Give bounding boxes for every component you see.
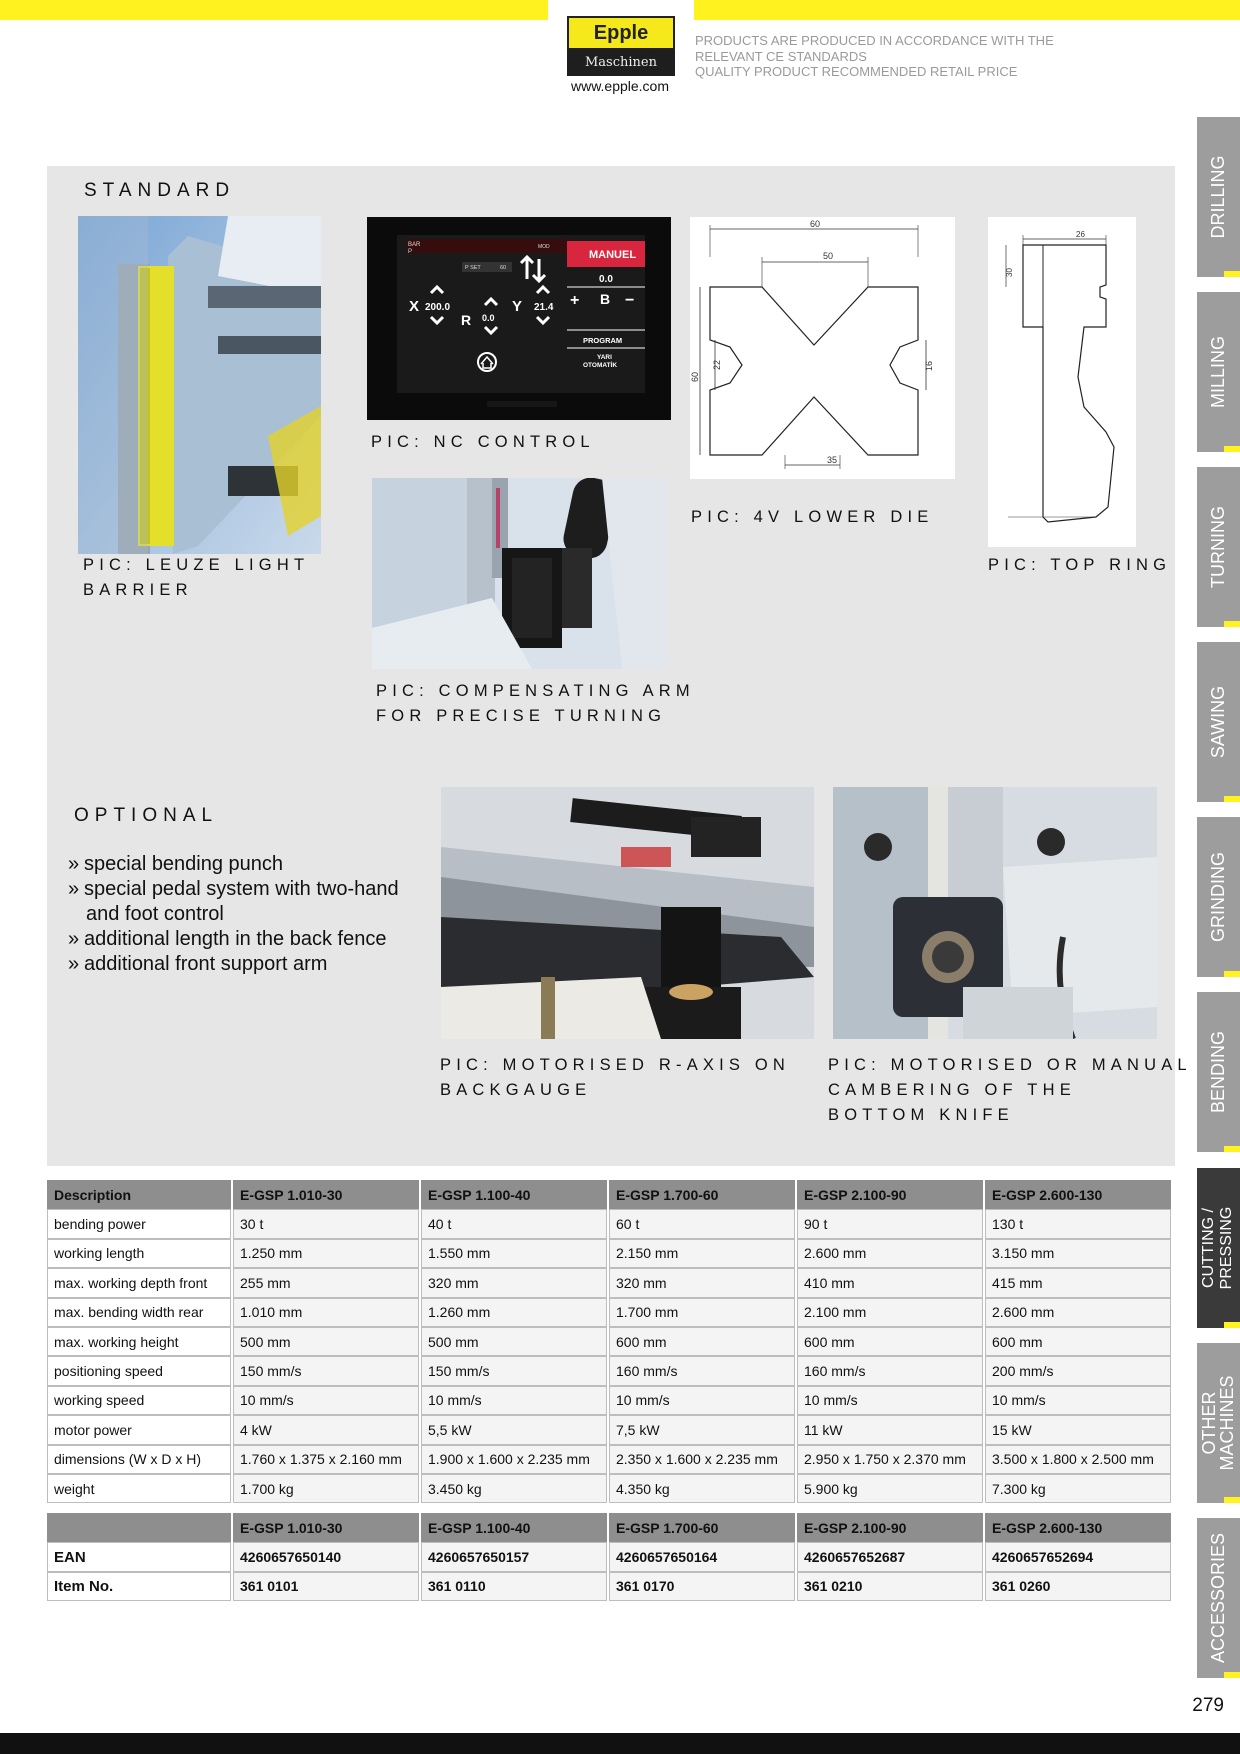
nc-r-value: 0.0 — [482, 313, 495, 323]
side-tab-label — [1209, 155, 1227, 238]
nc-mod-label: MOD — [538, 244, 550, 250]
side-tab-7[interactable] — [1197, 1343, 1240, 1503]
side-tab-stripe — [1224, 621, 1240, 627]
caption-cambering — [828, 1053, 1192, 1128]
top-yellow-bar-left — [0, 0, 548, 20]
table-cell: working speed — [47, 1386, 231, 1415]
side-tab-label-line: CUTTING / — [1200, 1208, 1217, 1288]
side-tab-stripe — [1224, 1497, 1240, 1503]
table-cell: 500 mm — [421, 1327, 607, 1356]
side-tab-stripe — [1224, 1322, 1240, 1328]
table-header-row — [47, 1513, 1171, 1542]
table-row — [47, 1542, 1171, 1571]
table-header-cell: E-GSP 1.100-40 — [421, 1513, 607, 1542]
table-cell: 1.260 mm — [421, 1298, 607, 1327]
caption-line: BOTTOM KNIFE — [828, 1106, 1014, 1124]
caption-line: PIC: MOTORISED R-AXIS ON — [440, 1056, 791, 1074]
table-cell: 60 t — [609, 1209, 795, 1238]
ean-table — [45, 1513, 1173, 1601]
table-cell: 2.950 x 1.750 x 2.370 mm — [797, 1445, 983, 1474]
table-header-cell: E-GSP 2.600-130 — [985, 1180, 1171, 1209]
table-cell: 2.600 mm — [797, 1239, 983, 1268]
cambering-photo — [833, 787, 1157, 1039]
epple-logo[interactable] — [565, 14, 675, 98]
caption-line: PIC: NC CONTROL — [371, 433, 595, 451]
table-cell: 2.150 mm — [609, 1239, 795, 1268]
table-cell: 1.700 kg — [233, 1474, 419, 1503]
table-cell: 150 mm/s — [421, 1356, 607, 1385]
table-cell: 2.350 x 1.600 x 2.235 mm — [609, 1445, 795, 1474]
side-tab-stripe — [1224, 971, 1240, 977]
table-header-cell: E-GSP 1.010-30 — [233, 1180, 419, 1209]
table-cell: 2.600 mm — [985, 1298, 1171, 1327]
nc-yari-label: YARI — [597, 354, 612, 361]
caption-line: FOR PRECISE TURNING — [376, 707, 667, 725]
table-cell: 10 mm/s — [233, 1386, 419, 1415]
nc-zero-value: 0.0 — [599, 274, 613, 285]
side-tab-3[interactable] — [1197, 642, 1240, 802]
table-header-cell: E-GSP 1.010-30 — [233, 1513, 419, 1542]
table-cell: 361 0260 — [985, 1572, 1171, 1601]
table-cell: max. bending width rear — [47, 1298, 231, 1327]
table-cell: 255 mm — [233, 1268, 419, 1297]
table-cell: 90 t — [797, 1209, 983, 1238]
side-tab-label-line: MILLING — [1208, 335, 1228, 409]
table-cell: 320 mm — [609, 1268, 795, 1297]
table-cell: EAN — [47, 1542, 231, 1571]
logo-brand: Epple — [567, 16, 675, 50]
nc-r-label: R — [461, 312, 472, 328]
table-cell: weight — [47, 1474, 231, 1503]
table-cell: 7.300 kg — [985, 1474, 1171, 1503]
nc-y-value: 21.4 — [534, 302, 554, 313]
table-cell: 1.010 mm — [233, 1298, 419, 1327]
side-tab-2[interactable] — [1197, 467, 1240, 627]
table-row — [47, 1298, 1171, 1327]
table-cell: 1.760 x 1.375 x 2.160 mm — [233, 1445, 419, 1474]
side-tab-5[interactable] — [1197, 992, 1240, 1152]
side-tab-label-line: OTHER — [1199, 1391, 1219, 1455]
side-tab-8[interactable] — [1197, 1518, 1240, 1678]
table-row — [47, 1356, 1171, 1385]
table-header-cell: E-GSP 1.700-60 — [609, 1180, 795, 1209]
nc-pset-label: P SET — [465, 265, 481, 271]
leuze-light-barrier-photo — [78, 216, 321, 554]
table-cell: 1.250 mm — [233, 1239, 419, 1268]
header-note — [695, 33, 1055, 80]
table-cell: positioning speed — [47, 1356, 231, 1385]
die-dim-bottom: 35 — [827, 455, 838, 465]
table-cell: dimensions (W x D x H) — [47, 1445, 231, 1474]
caption-line: PIC: TOP RING — [988, 556, 1172, 574]
nc-otomatik-label: OTOMATİK — [583, 362, 618, 369]
table-cell: 4260657650157 — [421, 1542, 607, 1571]
side-tab-label — [1209, 852, 1227, 942]
list-item: » special pedal system with two-hand and foot control — [68, 878, 399, 925]
table-cell: 4260657652687 — [797, 1542, 983, 1571]
table-cell: 160 mm/s — [609, 1356, 795, 1385]
nc-program-label: PROGRAM — [583, 336, 623, 345]
nc-x-value: 200.0 — [425, 302, 451, 313]
side-tab-stripe — [1224, 1146, 1240, 1152]
ring-dim-left: 30 — [1005, 268, 1014, 277]
table-row — [47, 1239, 1171, 1268]
optional-list — [68, 852, 428, 977]
side-tab-label-line: BENDING — [1208, 1030, 1228, 1114]
optional-title: OPTIONAL — [74, 805, 219, 826]
caption-line: BARRIER — [83, 581, 193, 599]
logo-sub: Maschinen — [567, 50, 675, 76]
table-header-cell: E-GSP 2.100-90 — [797, 1180, 983, 1209]
table-row — [47, 1474, 1171, 1503]
standard-title: STANDARD — [84, 180, 236, 201]
side-tab-stripe — [1224, 446, 1240, 452]
table-cell: 5.900 kg — [797, 1474, 983, 1503]
table-row — [47, 1386, 1171, 1415]
table-cell: 4260657652694 — [985, 1542, 1171, 1571]
table-header-cell: Description — [47, 1180, 231, 1209]
side-tab-label-line: DRILLING — [1208, 155, 1228, 239]
table-cell: 361 0170 — [609, 1572, 795, 1601]
table-cell: 3.450 kg — [421, 1474, 607, 1503]
caption-line: PIC: LEUZE LIGHT — [83, 556, 310, 574]
header-note-line: RELEVANT CE STANDARDS — [695, 48, 867, 64]
die-dim-left-inner: 22 — [712, 359, 722, 370]
side-tab-label — [1209, 506, 1227, 588]
side-tab-1[interactable] — [1197, 292, 1240, 452]
table-cell: 130 t — [985, 1209, 1171, 1238]
table-cell: 2.100 mm — [797, 1298, 983, 1327]
table-cell: 320 mm — [421, 1268, 607, 1297]
side-tab-0[interactable] — [1197, 117, 1240, 277]
table-cell: 10 mm/s — [985, 1386, 1171, 1415]
table-cell: motor power — [47, 1415, 231, 1444]
table-cell: 600 mm — [985, 1327, 1171, 1356]
top-yellow-bar-right — [694, 0, 1240, 20]
side-tab-label-line: TURNING — [1208, 506, 1228, 588]
caption-line: BACKGAUGE — [440, 1081, 592, 1099]
table-cell: 10 mm/s — [421, 1386, 607, 1415]
table-cell: 4 kW — [233, 1415, 419, 1444]
side-tab-label-line: PRESSING — [1218, 1206, 1235, 1290]
side-tab-stripe — [1224, 271, 1240, 277]
table-cell: 10 mm/s — [797, 1386, 983, 1415]
table-header-cell: E-GSP 1.100-40 — [421, 1180, 607, 1209]
nc-control-photo — [367, 217, 671, 420]
table-cell: 4260657650164 — [609, 1542, 795, 1571]
list-item: » additional length in the back fence — [68, 928, 387, 950]
caption-top-ring — [988, 553, 1171, 578]
nc-bar-label: BAR — [408, 242, 421, 248]
die-dim-top: 60 — [810, 219, 821, 229]
side-tab-stripe — [1224, 1672, 1240, 1678]
side-tab-label-line: SAWING — [1208, 685, 1228, 759]
table-header-cell: E-GSP 1.700-60 — [609, 1513, 795, 1542]
table-row — [47, 1415, 1171, 1444]
side-tab-4[interactable] — [1197, 817, 1240, 977]
page-number: 279 — [1192, 1695, 1224, 1716]
caption-4v-lower-die — [691, 505, 933, 530]
side-tab-label — [1209, 336, 1227, 408]
caption-line: CAMBERING OF THE — [828, 1081, 1076, 1099]
table-cell: Item No. — [47, 1572, 231, 1601]
table-cell: 600 mm — [609, 1327, 795, 1356]
nc-b-label: B — [600, 291, 611, 307]
table-cell: 30 t — [233, 1209, 419, 1238]
table-cell: 11 kW — [797, 1415, 983, 1444]
table-cell: 1.550 mm — [421, 1239, 607, 1268]
table-cell: bending power — [47, 1209, 231, 1238]
side-tab-label-line: GRINDING — [1208, 852, 1228, 942]
caption-leuze — [83, 553, 309, 603]
table-row — [47, 1209, 1171, 1238]
nc-y-label: Y — [512, 298, 523, 315]
nc-manuel-label: MANUEL — [589, 249, 637, 261]
die-dim-left: 60 — [690, 371, 700, 382]
table-cell: 410 mm — [797, 1268, 983, 1297]
side-tab-label — [1209, 686, 1227, 758]
table-cell: 415 mm — [985, 1268, 1171, 1297]
side-tab-label — [1200, 1207, 1236, 1290]
side-tab-stripe — [1224, 796, 1240, 802]
table-cell: 361 0110 — [421, 1572, 607, 1601]
caption-motorised-r-axis — [440, 1053, 790, 1103]
table-cell: 10 mm/s — [609, 1386, 795, 1415]
table-cell: max. working height — [47, 1327, 231, 1356]
caption-line: PIC: MOTORISED OR MANUAL — [828, 1056, 1192, 1074]
top-ring-drawing — [988, 217, 1136, 547]
header-note-line: PRODUCTS ARE PRODUCED IN ACCORDANCE WITH THE — [695, 33, 1054, 48]
caption-nc-control — [371, 430, 595, 455]
table-cell: 4.350 kg — [609, 1474, 795, 1503]
svg-text:+: + — [570, 292, 580, 309]
table-cell: 361 0101 — [233, 1572, 419, 1601]
table-cell: 150 mm/s — [233, 1356, 419, 1385]
die-dim-inner: 50 — [823, 251, 834, 261]
table-row — [47, 1572, 1171, 1601]
side-tab-label — [1209, 1533, 1227, 1663]
table-cell: 200 mm/s — [985, 1356, 1171, 1385]
caption-line: PIC: 4V LOWER DIE — [691, 508, 934, 526]
bottom-bar — [0, 1733, 1240, 1754]
die-dim-right: 16 — [924, 360, 934, 371]
compensating-arm-photo — [372, 478, 666, 669]
ring-dim-top: 26 — [1076, 230, 1085, 239]
side-tab-6[interactable] — [1197, 1168, 1240, 1328]
table-cell: 600 mm — [797, 1327, 983, 1356]
table-cell: max. working depth front — [47, 1268, 231, 1297]
table-cell: 40 t — [421, 1209, 607, 1238]
table-row — [47, 1327, 1171, 1356]
table-cell: 7,5 kW — [609, 1415, 795, 1444]
table-header-row — [47, 1180, 1171, 1209]
table-cell: 4260657650140 — [233, 1542, 419, 1571]
list-item: » special bending punch — [68, 853, 284, 875]
spec-table — [45, 1180, 1173, 1503]
table-cell: 1.900 x 1.600 x 2.235 mm — [421, 1445, 607, 1474]
table-cell: 160 mm/s — [797, 1356, 983, 1385]
table-cell: 5,5 kW — [421, 1415, 607, 1444]
table-cell: 500 mm — [233, 1327, 419, 1356]
table-cell: 361 0210 — [797, 1572, 983, 1601]
list-item: » additional front support arm — [68, 953, 328, 975]
table-cell: 1.700 mm — [609, 1298, 795, 1327]
side-tab-label — [1200, 1375, 1236, 1470]
side-tab-label — [1209, 1031, 1227, 1113]
svg-text:−: − — [625, 292, 635, 309]
nc-pset-value: 60 — [500, 265, 507, 271]
nc-x-label: X — [409, 298, 420, 315]
header-note-line: QUALITY PRODUCT RECOMMENDED RETAIL PRICE — [695, 64, 1018, 79]
table-row — [47, 1268, 1171, 1297]
side-tab-label-line: ACCESSORIES — [1208, 1532, 1228, 1664]
side-tab-label-line: MACHINES — [1217, 1375, 1237, 1471]
nc-p-label: P — [408, 249, 413, 255]
table-header-cell — [47, 1513, 231, 1542]
table-row — [47, 1445, 1171, 1474]
table-header-cell: E-GSP 2.600-130 — [985, 1513, 1171, 1542]
caption-line: PIC: COMPENSATING ARM — [376, 682, 695, 700]
table-cell: 15 kW — [985, 1415, 1171, 1444]
table-cell: working length — [47, 1239, 231, 1268]
4v-lower-die-drawing — [690, 217, 955, 479]
table-cell: 3.150 mm — [985, 1239, 1171, 1268]
caption-compensating-arm — [376, 679, 695, 729]
logo-url: www.epple.com — [570, 78, 670, 94]
motorised-r-axis-photo — [441, 787, 814, 1039]
table-header-cell: E-GSP 2.100-90 — [797, 1513, 983, 1542]
table-cell: 3.500 x 1.800 x 2.500 mm — [985, 1445, 1171, 1474]
